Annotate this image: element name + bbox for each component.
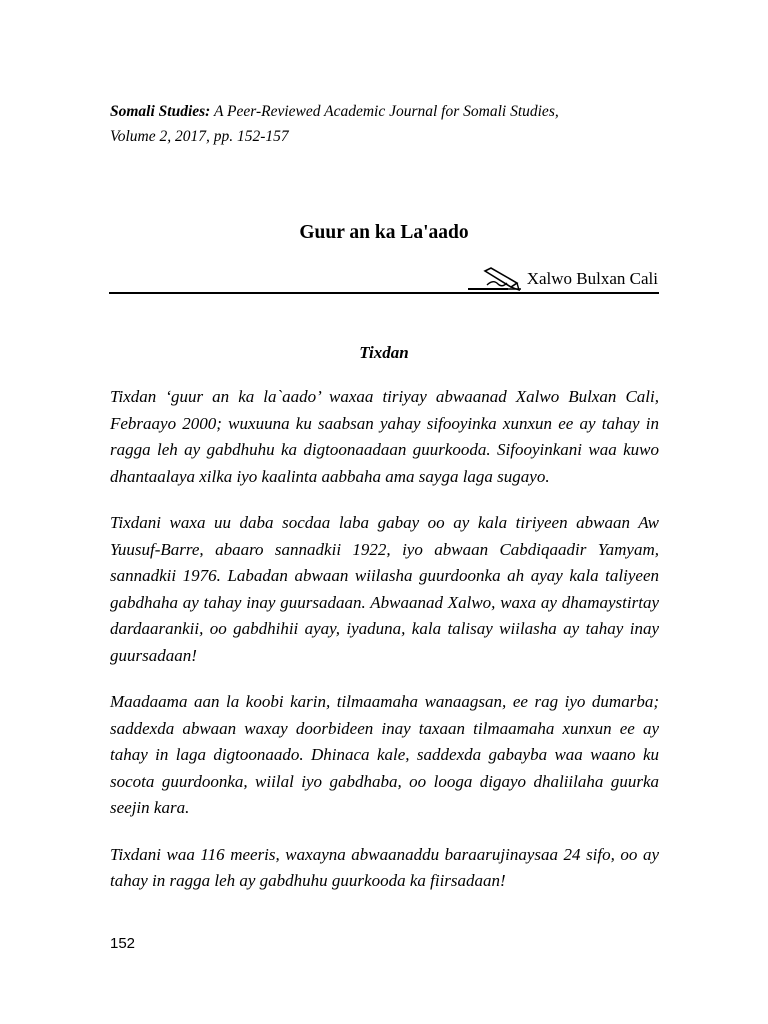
title-divider [109, 292, 659, 294]
paragraph: Tixdani waa 116 meeris, waxayna abwaanaddu baraarujinaysaa 24 sifo, oo ay tahay in ragga leh ay gabdhuhu guurkooda ka fiirsadaan! [110, 844, 659, 890]
author-name: Xalwo Bulxan Cali [526, 269, 658, 288]
journal-header [110, 99, 670, 149]
paragraph: Tixdan ‘guur an ka la`aado’ waxaa tiriyay abwaanad Xalwo Bulxan Cali, Febraayo 2000; wuxuuna ku saabsan yahay sifooyinka xunxun ee ay tahay in ragga leh ay gabdhuhu ka digtoonaadaan guurkooda. Sifooyinkani waa kuwo dhantaalaya xilka iyo kaalinta aabbaha ama sayga laga sugayo. [110, 387, 659, 486]
byline-underline [468, 288, 508, 290]
journal-subtitle: A Peer-Reviewed Academic Journal for Somali Studies, [213, 103, 559, 120]
page-number: 152 [110, 935, 136, 952]
paragraph: Maadaama aan la koobi karin, tilmaamaha wanaagsan, ee rag iyo dumarba; saddexda abwaan waxay doorbideen inay taxaan tilmaamaha xunxun ee ay tahay in laga digtoonaado. Dhinaca kale, saddexda gabayba waa waano ku socota guurdoonka, wiilal iyo gabdhaba, oo looga digayo dhaliilaha guurka seejin kara. [110, 692, 659, 817]
journal-name: Somali Studies: [110, 103, 211, 120]
paragraph: Tixdani waxa uu daba socdaa laba gabay oo ay kala tiriyeen abwaan Aw Yuusuf-Barre, abaaro sannadkii 1922, iyo abwaan Cabdiqaadir Yamyam, sannadkii 1976. Labadan abwaan wiilasha guurdoonka ah ayay kala taliyeen gabdhaha ay tahay inay guursadaan. Abwaanad Xalwo, waxa ay dhamaystirtay dardaarankii, oo gabdhihii ayay, iyaduna, kala talisay wiilasha ay tahay inay guursadaan! [110, 513, 659, 665]
abstract-body [110, 384, 659, 915]
article-title: Guur an ka La'aado [299, 222, 469, 243]
section-heading: Tixdan [359, 343, 409, 362]
journal-volume: Volume 2, 2017, pp. 152-157 [110, 128, 289, 145]
